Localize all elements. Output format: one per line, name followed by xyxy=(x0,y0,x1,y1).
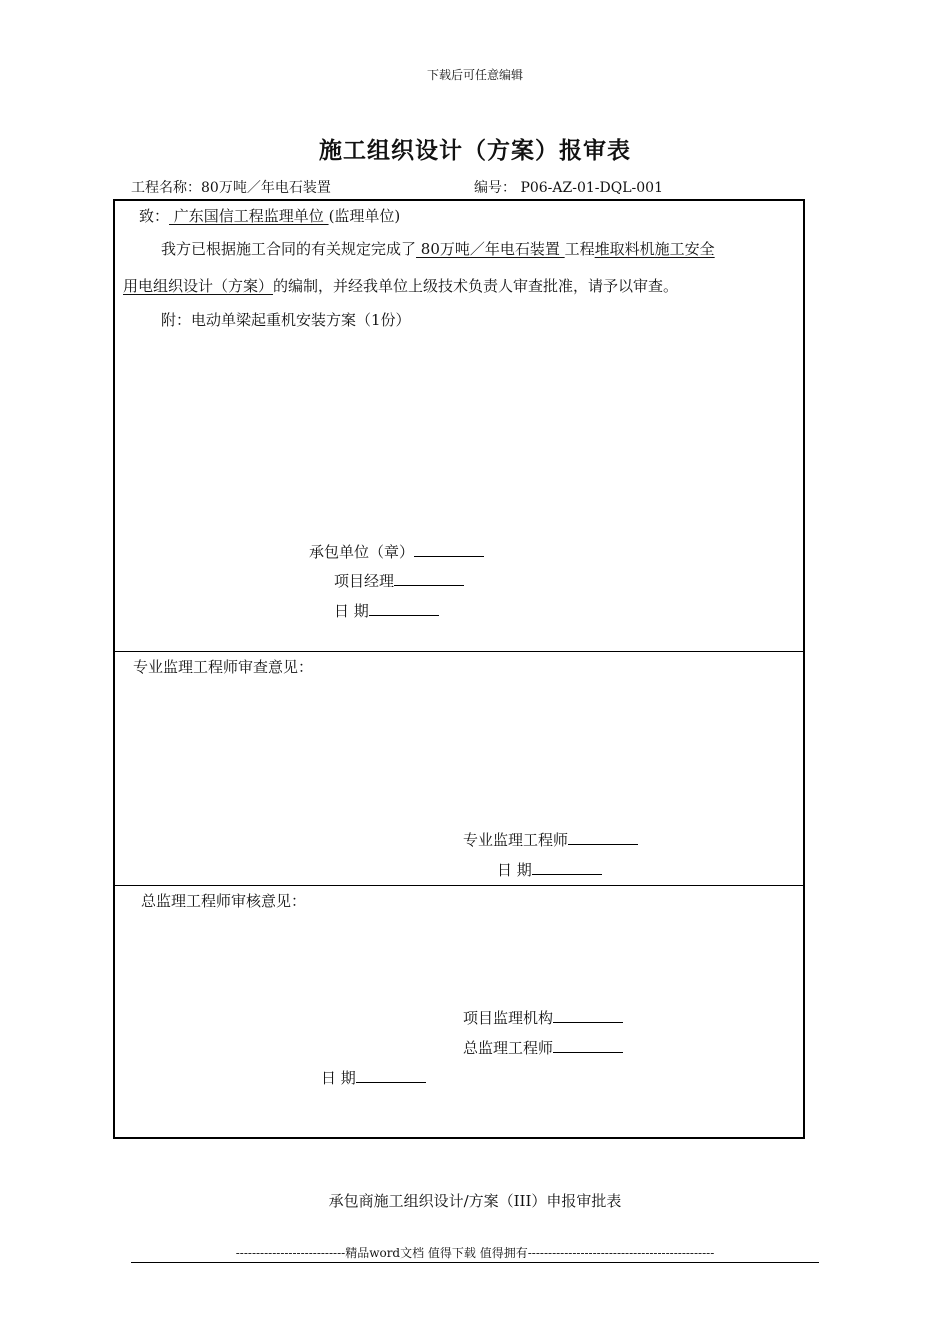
section2-date xyxy=(497,860,602,880)
form-box xyxy=(113,199,805,1139)
manager-signature xyxy=(334,571,464,591)
org-signature xyxy=(463,1008,623,1028)
section1-date xyxy=(334,601,439,621)
addressee-label: 致： xyxy=(139,207,170,225)
section3-date-blank xyxy=(356,1068,426,1083)
section3-date xyxy=(321,1068,426,1088)
section3-heading: 总监理工程师审核意见： xyxy=(141,892,307,910)
org-label: 项目监理机构 xyxy=(463,1009,554,1027)
engineer-label: 专业监理工程师 xyxy=(463,831,569,849)
body-line-1 xyxy=(161,239,715,259)
body-line1-scope: 堆取料机施工安全 xyxy=(594,240,715,258)
project-name: 工程名称：80万吨／年电石装置 xyxy=(131,180,331,196)
contractor-signature xyxy=(309,542,484,562)
section1-date-label: 日 期 xyxy=(334,602,369,620)
section2-date-label: 日 期 xyxy=(497,861,532,879)
section2-heading: 专业监理工程师审查意见： xyxy=(133,658,314,676)
body-line2-suffix: 的编制，并经我单位上级技术负责人审查批准，请予以审查。 xyxy=(273,277,679,295)
chief-label: 总监理工程师 xyxy=(463,1039,554,1057)
form-code: 编号： P06-AZ-01-DQL-001 xyxy=(474,180,663,196)
footer-note: ---------------------------精品word文档 值得下载 值得拥有---------------------------------------------- xyxy=(235,1246,715,1260)
addressee-suffix: (监理单位) xyxy=(328,207,401,225)
contractor-blank xyxy=(414,542,484,557)
footer-rule xyxy=(131,1262,819,1263)
section3-date-label: 日 期 xyxy=(321,1069,356,1087)
body-line-2 xyxy=(123,276,678,296)
org-blank xyxy=(553,1008,623,1023)
body-line2-scope: 用电组织设计（方案） xyxy=(123,277,274,295)
section1-date-blank xyxy=(369,601,439,616)
contractor-label: 承包单位（章） xyxy=(309,543,415,561)
addressee-value: 广东国信工程监理单位 xyxy=(169,207,329,225)
body-line1-prefix: 我方已根据施工合同的有关规定完成了 xyxy=(161,240,417,258)
divider-1 xyxy=(115,651,803,652)
manager-blank xyxy=(394,571,464,586)
body-line1-project: 80万吨／年电石装置 xyxy=(416,240,565,258)
footer-title: 承包商施工组织设计/方案（III）申报审批表 xyxy=(328,1192,622,1210)
addressee-line xyxy=(139,206,400,226)
header-note: 下载后可任意编辑 xyxy=(426,68,523,82)
manager-label: 项目经理 xyxy=(334,572,395,590)
section2-date-blank xyxy=(532,860,602,875)
attachment-line: 附：电动单梁起重机安装方案（1份） xyxy=(161,311,411,329)
engineer-signature xyxy=(463,830,638,850)
engineer-blank xyxy=(568,830,638,845)
chief-signature xyxy=(463,1038,623,1058)
form-title: 施工组织设计（方案）报审表 xyxy=(319,137,631,164)
divider-2 xyxy=(115,885,803,886)
body-line1-mid: 工程 xyxy=(564,240,595,258)
chief-blank xyxy=(553,1038,623,1053)
